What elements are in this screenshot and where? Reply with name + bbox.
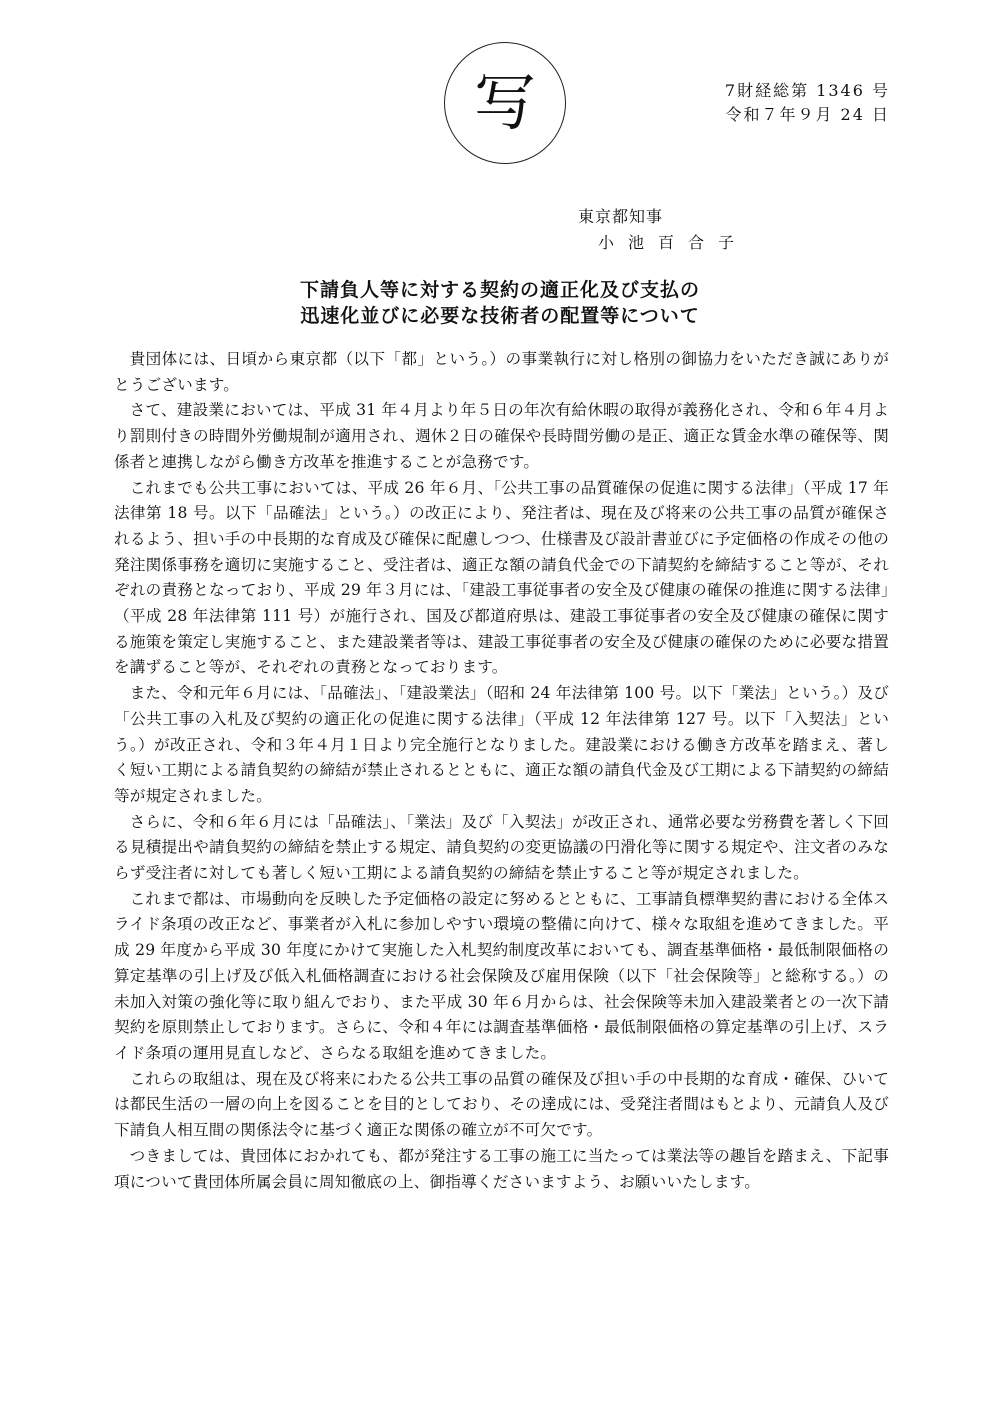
- body-paragraph-5: さらに、令和６年６月には「品確法」、「業法」及び「入契法」が改正され、通常必要な労務費を著しく下回る見積提出や請負契約の締結を禁止する規定、請負契約の変更協議の円滑化等に関する規定や、注文者のみならず受注者に対しても著しく短い工期による請負契約の締結を禁止すること等が規定されました。: [114, 812, 889, 883]
- document-body: [114, 347, 889, 1195]
- body-paragraph-7: これらの取組は、現在及び将来にわたる公共工事の品質の確保及び担い手の中長期的な育成・確保、ひいては都民生活の一層の向上を図ることを目的としており、その達成には、受発注者間はもとより、元請負人及び下請負人相互間の関係法令に基づく適正な関係の確立が不可欠です。: [114, 1069, 889, 1140]
- body-paragraph-8: つきましては、貴団体におかれても、都が発注する工事の施工に当たっては業法等の趣旨を踏まえ、下記事項について貴団体所属会員に周知徹底の上、御指導くださいますよう、お願いいたします。: [114, 1146, 889, 1191]
- document-number: 7財経総第 1346 号: [724, 81, 890, 100]
- document-date: 令和７年９月 24 日: [725, 105, 890, 124]
- body-paragraph-3: これまでも公共工事においては、平成 26 年６月、「公共工事の品質確保の促進に関する法律」（平成 17 年法律第 18 号。以下「品確法」という。）の改正により、発注者は、現在及び将来の公共工事の品質が確保されるよう、担い手の中長期的な育成及び確保に配慮しつつ、仕様書及び設計書並びに予定価格の作成その他の発注関係事務を適切に実施すること、受注者は、適正な額の請負代金での下請契約を締結すること等が、それぞれの責務となっており、平成 29 年３月には、「建設工事従事者の安全及び健康の確保の推進に関する法律」（平成 28 年法律第 111 号）が施行され、国及び都道府県は、建設工事従事者の安全及び健康の確保に関する施策を策定し実施すること、また建設業者等は、建設工事従事者の安全及び健康の確保のために必要な措置を講ずること等が、それぞれの責務となっております。: [114, 478, 889, 677]
- copy-stamp: [444, 42, 566, 164]
- sender-name: 小池百合子: [598, 233, 749, 252]
- body-paragraph-4: また、令和元年６月には、「品確法」、「建設業法」（昭和 24 年法律第 100 号。以下「業法」という。）及び「公共工事の入札及び契約の適正化の促進に関する法律」（平成 12 年法律第 127 号。以下「入契法」という。）が改正され、令和３年４月１日より完全施行となりました。建設業における働き方改革を踏まえ、著しく短い工期による請負契約の締結が禁止されるとともに、適正な額の請負代金及び工期による下請契約の締結等が規定されました。: [114, 684, 889, 805]
- document-title-line-1: 下請負人等に対する契約の適正化及び支払の: [299, 279, 700, 301]
- body-paragraph-2: さて、建設業においては、平成 31 年４月より年５日の年次有給休暇の取得が義務化され、令和６年４月より罰則付きの時間外労働規制が適用され、週休２日の確保や長時間労働の是正、適正な賃金水準の確保等、関係者と連携しながら働き方改革を推進することが急務です。: [114, 401, 889, 471]
- body-paragraph-1: 貴団体には、日頃から東京都（以下「都」という。）の事業執行に対し格別の御協力をいただき誠にありがとうございます。: [114, 350, 889, 394]
- copy-stamp-text: 写: [473, 66, 536, 139]
- sender-title: 東京都知事: [578, 207, 664, 226]
- body-paragraph-6: これまで都は、市場動向を反映した予定価格の設定に努めるとともに、工事請負標準契約書における全体スライド条項の改正など、事業者が入札に参加しやすい環境の整備に向けて、様々な取組を進めてきました。平成 29 年度から平成 30 年度にかけて実施した入札契約制度改革においても、調査基準価格・最低制限価格の算定基準の引上げ及び低入札価格調査における社会保険及び雇用保険（以下「社会保険等」と総称する。）の未加入対策の強化等に取り組んでおり、また平成 30 年６月からは、社会保険等未加入建設業者との一次下請契約を原則禁止しております。さらに、令和４年には調査基準価格・最低制限価格の算定基準の引上げ、スライド条項の運用見直しなど、さらなる取組を進めてきました。: [114, 889, 889, 1062]
- document-title-line-2: 迅速化並びに必要な技術者の配置等について: [300, 305, 700, 327]
